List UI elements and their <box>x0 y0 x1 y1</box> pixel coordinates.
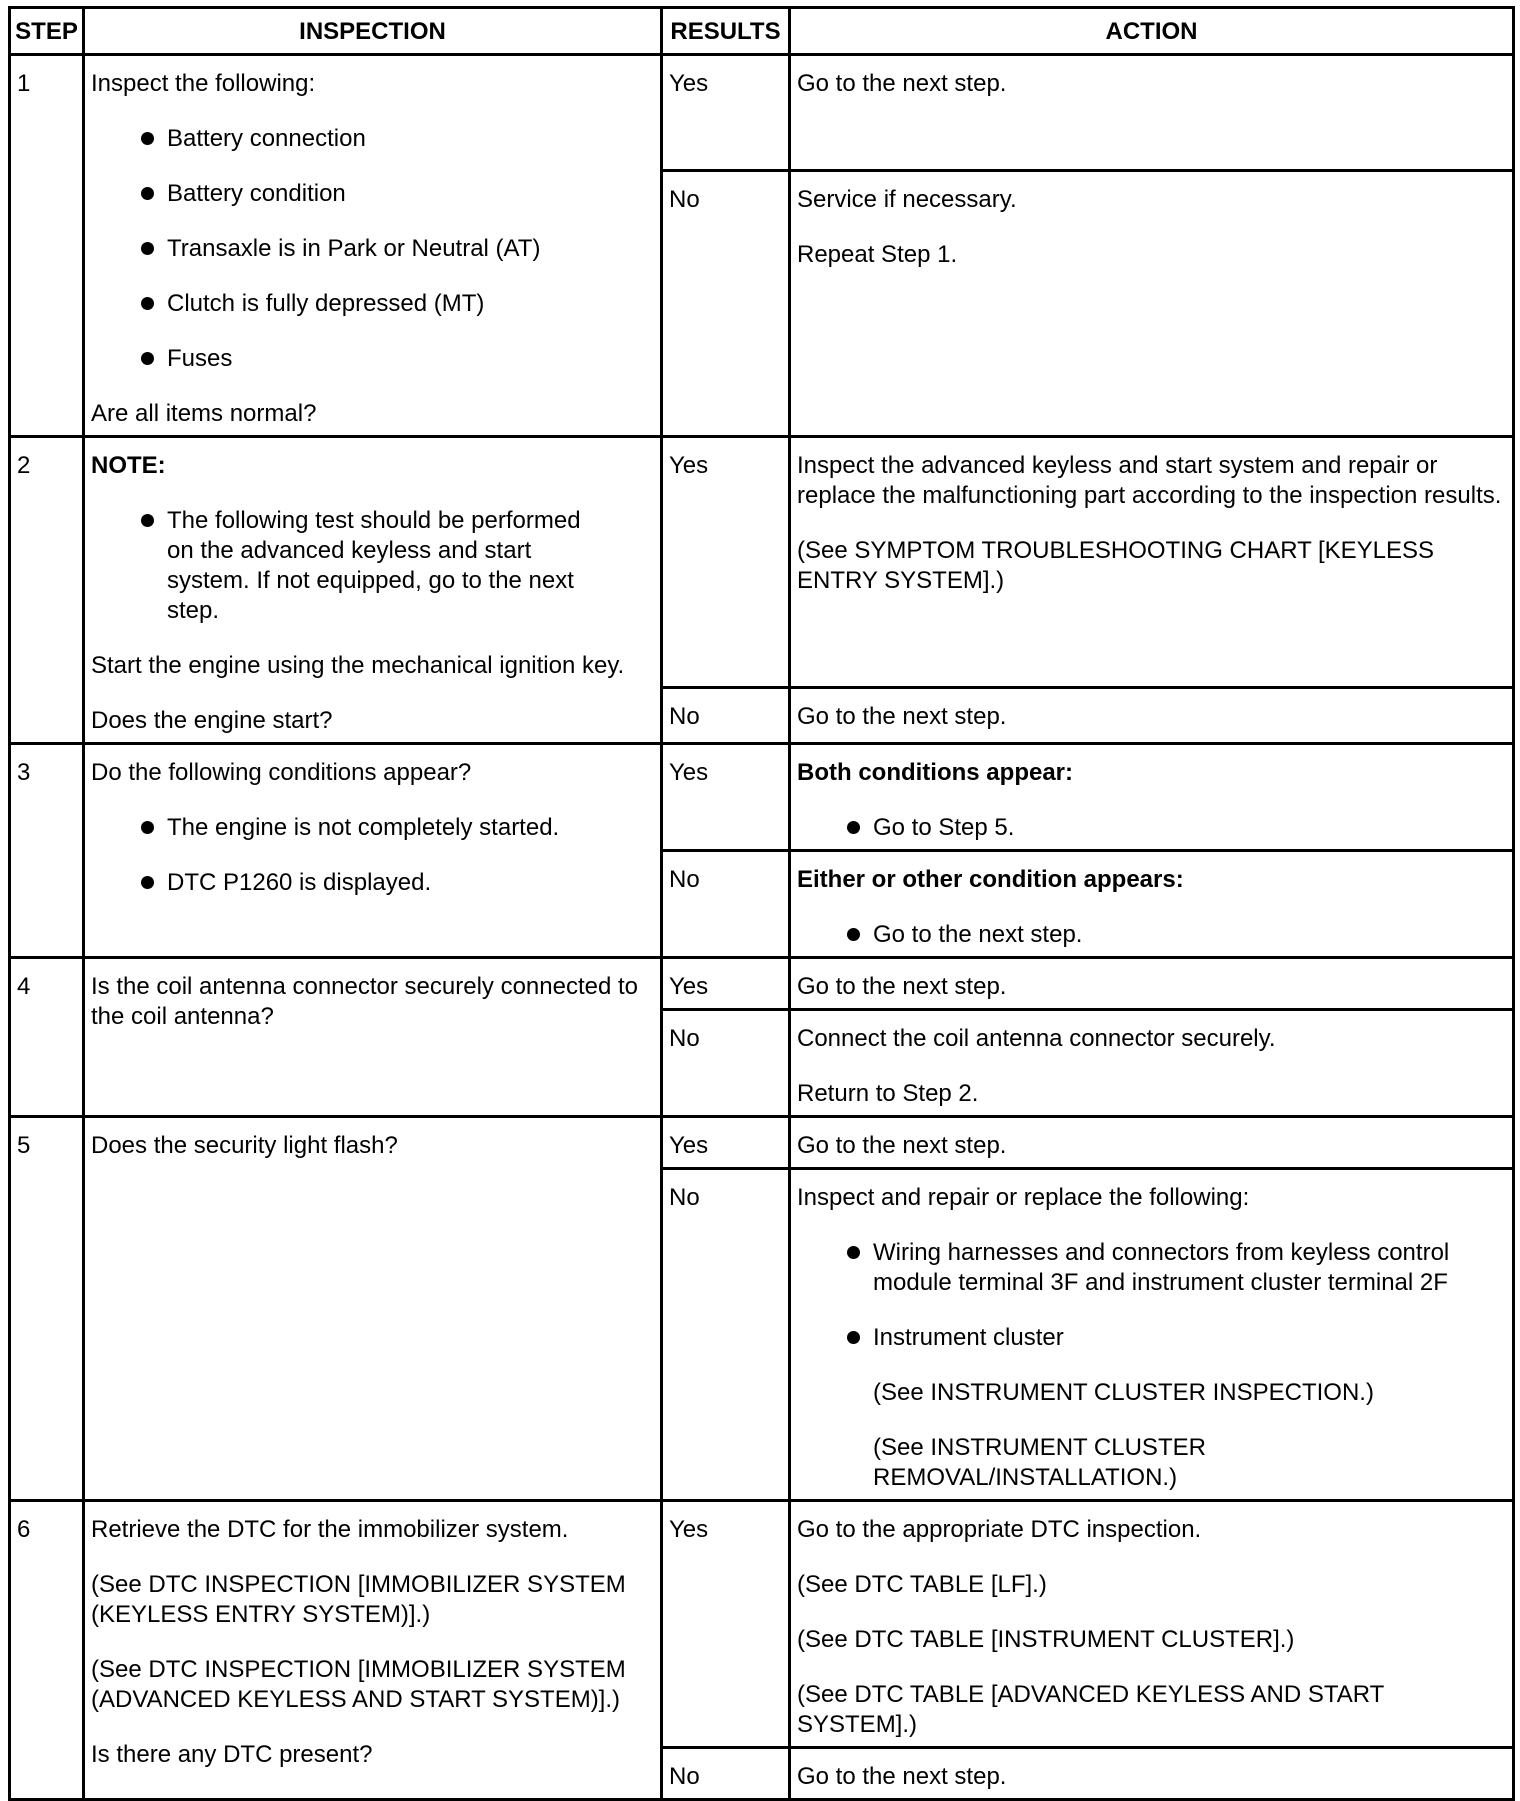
step-6-no-label: No <box>662 1748 790 1800</box>
step-2-inspection <box>84 437 662 744</box>
step-2-note-items <box>91 506 654 626</box>
diagnostic-procedure-table <box>8 6 1515 1801</box>
step-2-note-label: NOTE: <box>91 452 166 479</box>
list-item-text: Instrument cluster <box>873 1324 1064 1351</box>
step-6-no-action: Go to the next step. <box>790 1748 1514 1800</box>
header-inspection: INSPECTION <box>84 8 662 55</box>
step-3-items <box>91 813 654 898</box>
step-6-yes-action-text: Go to the appropriate DTC inspection. <box>797 1516 1202 1543</box>
step-4-inspection: Is the coil antenna connector securely connected to the coil antenna? <box>84 958 662 1117</box>
list-item: The engine is not completely started. <box>141 813 654 843</box>
list-item: Battery condition <box>141 179 654 209</box>
step-6-ref-2: (See DTC INSPECTION [IMMOBILIZER SYSTEM (ADVANCED KEYLESS AND START SYSTEM)].) <box>91 1656 626 1713</box>
list-item: The following test should be performed on the advanced keyless and start system. If not equipped, go to the next step. <box>141 506 594 626</box>
step-4-yes-row <box>10 958 1514 1010</box>
header-step: STEP <box>10 8 84 55</box>
step-3-number: 3 <box>10 744 84 958</box>
step-2-yes-label: Yes <box>662 437 790 688</box>
step-2-question: Does the engine start? <box>91 707 333 734</box>
step-2-yes-action-2: (See SYMPTOM TROUBLESHOOTING CHART [KEYLESS ENTRY SYSTEM].) <box>797 537 1435 594</box>
list-item: Go to Step 5. <box>847 813 1506 843</box>
step-2-yes-row <box>10 437 1514 688</box>
step-1-no-label: No <box>662 170 790 436</box>
step-5-ref-1: (See INSTRUMENT CLUSTER INSPECTION.) <box>873 1379 1374 1406</box>
step-6-yes-ref-2: (See DTC TABLE [INSTRUMENT CLUSTER].) <box>797 1626 1295 1653</box>
step-2-yes-action <box>790 437 1514 688</box>
step-5-no-label: No <box>662 1169 790 1501</box>
step-5-yes-label: Yes <box>662 1117 790 1169</box>
header-results: RESULTS <box>662 8 790 55</box>
step-1-number: 1 <box>10 55 84 437</box>
step-6-yes-action <box>790 1501 1514 1748</box>
step-2-text: Start the engine using the mechanical ignition key. <box>91 652 625 679</box>
step-5-number: 5 <box>10 1117 84 1501</box>
step-4-no-action <box>790 1010 1514 1117</box>
step-1-yes-label: Yes <box>662 55 790 171</box>
step-3-yes-items <box>797 813 1506 843</box>
step-3-no-label: No <box>662 851 790 958</box>
step-1-items <box>91 124 654 374</box>
list-item: Transaxle is in Park or Neutral (AT) <box>141 234 654 264</box>
header-action: ACTION <box>790 8 1514 55</box>
troubleshooting-document <box>8 6 1515 1801</box>
step-5-no-intro: Inspect and repair or replace the following: <box>797 1184 1250 1211</box>
step-2-no-action: Go to the next step. <box>790 687 1514 743</box>
step-1-yes-action: Go to the next step. <box>790 55 1514 171</box>
step-2-yes-action-1: Inspect the advanced keyless and start system and repair or replace the malfunctioning part according to the inspection results. <box>797 452 1502 509</box>
step-6-number: 6 <box>10 1501 84 1800</box>
table-header-row <box>10 8 1514 55</box>
step-1-intro: Inspect the following: <box>91 70 316 97</box>
step-4-yes-action: Go to the next step. <box>790 958 1514 1010</box>
list-item: Battery connection <box>141 124 654 154</box>
list-item: DTC P1260 is displayed. <box>141 868 654 898</box>
step-6-ref-1: (See DTC INSPECTION [IMMOBILIZER SYSTEM (KEYLESS ENTRY SYSTEM)].) <box>91 1571 626 1628</box>
step-2-no-label: No <box>662 687 790 743</box>
list-item: Clutch is fully depressed (MT) <box>141 289 654 319</box>
step-5-inspection: Does the security light flash? <box>84 1117 662 1501</box>
step-2-number: 2 <box>10 437 84 744</box>
step-3-yes-action <box>790 744 1514 851</box>
step-3-intro: Do the following conditions appear? <box>91 759 472 786</box>
step-1-question: Are all items normal? <box>91 400 317 427</box>
list-item: Fuses <box>141 344 654 374</box>
step-6-question: Is there any DTC present? <box>91 1741 373 1768</box>
step-3-no-action <box>790 851 1514 958</box>
step-6-yes-ref-3: (See DTC TABLE [ADVANCED KEYLESS AND START SYSTEM].) <box>797 1681 1384 1738</box>
step-6-yes-row <box>10 1501 1514 1748</box>
step-3-yes-row <box>10 744 1514 851</box>
list-item: Go to the next step. <box>847 920 1506 950</box>
step-5-references <box>873 1378 1506 1493</box>
step-3-yes-label: Yes <box>662 744 790 851</box>
step-3-no-items <box>797 920 1506 950</box>
step-5-no-action <box>790 1169 1514 1501</box>
step-4-yes-label: Yes <box>662 958 790 1010</box>
step-5-yes-row <box>10 1117 1514 1169</box>
step-3-yes-heading: Both conditions appear: <box>797 759 1073 786</box>
step-4-no-label: No <box>662 1010 790 1117</box>
step-4-no-action-2: Return to Step 2. <box>797 1080 979 1107</box>
step-1-yes-row <box>10 55 1514 171</box>
step-1-no-action-1: Service if necessary. <box>797 185 1017 213</box>
list-item: Wiring harnesses and connectors from keyless control module terminal 3F and instrument cluster terminal 2F <box>847 1238 1506 1298</box>
step-6-yes-label: Yes <box>662 1501 790 1748</box>
list-item <box>847 1323 1506 1493</box>
step-1-no-action <box>790 170 1514 436</box>
step-5-no-items <box>797 1238 1506 1493</box>
step-5-ref-2: (See INSTRUMENT CLUSTER REMOVAL/INSTALLATION.) <box>873 1434 1206 1491</box>
step-4-number: 4 <box>10 958 84 1117</box>
step-3-inspection <box>84 744 662 958</box>
step-1-inspection <box>84 55 662 437</box>
step-3-no-heading: Either or other condition appears: <box>797 866 1184 893</box>
step-5-yes-action: Go to the next step. <box>790 1117 1514 1169</box>
step-4-no-action-1: Connect the coil antenna connector securely. <box>797 1025 1276 1052</box>
step-6-inspection <box>84 1501 662 1800</box>
step-6-text: Retrieve the DTC for the immobilizer system. <box>91 1516 569 1543</box>
step-1-no-action-2: Repeat Step 1. <box>797 240 958 268</box>
step-6-yes-ref-1: (See DTC TABLE [LF].) <box>797 1571 1047 1598</box>
